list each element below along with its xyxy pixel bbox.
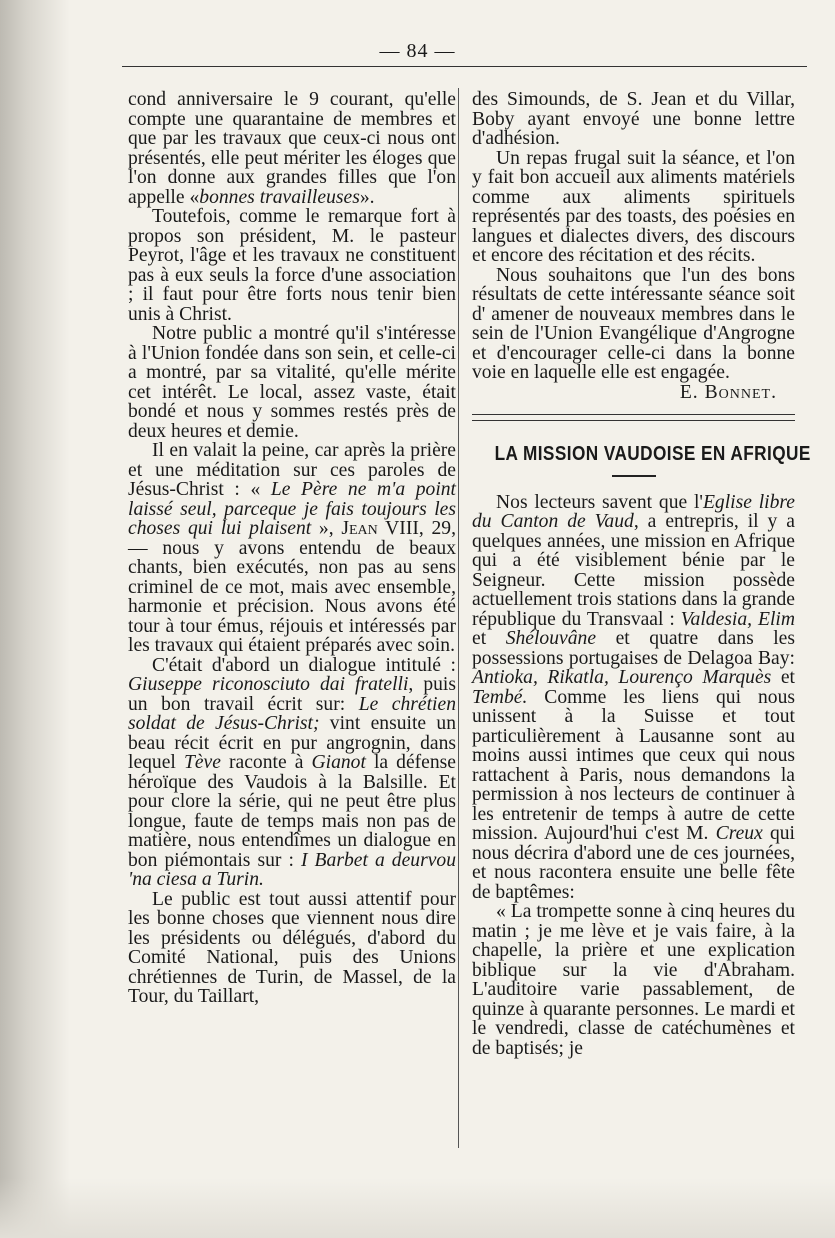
text-run: Nos lecteurs savent que l' [496, 491, 703, 513]
italic-text: Valdesia, Elim [680, 608, 795, 630]
paragraph: Nous souhaitons que l'un des bons résultats de cette intéressante séance soit d' amener de nouveaux membres dans le sein de l'Union Evangélique d'Angrogne et d'encourager celle-ci dans la bonne voie en laquelle elle est engagée. [472, 264, 795, 383]
bible-quote: Le Père ne m'a point laissé seul, parceque je fais toujours les choses qui lui plaisent [128, 479, 457, 539]
text-run: , puis un bon travail écrit sur: [128, 674, 456, 715]
italic-text: Giuseppe riconosciuto dai fratelli [128, 674, 409, 695]
bible-reference: Jean [341, 518, 378, 539]
italic-text: Eglise libre du Canton de Vaud [472, 491, 795, 532]
italic-text: Antioka, Rikatla, Lourenço Marquès [472, 667, 772, 688]
paragraph [128, 90, 456, 207]
page-scan-bottom-shadow [0, 1178, 835, 1238]
italic-text: Tève [183, 752, 221, 773]
italic-text: I Barbet a deurvou 'na ciesa a Turin. [128, 849, 456, 890]
paragraph: Notre public a montré qu'il s'intéresse à l'Union fondée dans son sein, et celle-ci a montré, par sa vitalité, qu'elle mérite cet intérêt. Le local, assez vaste, était bondé et nous y sommes restés près de deux heures et demie. [128, 323, 456, 442]
text-run: la défense héroïque des Vaudois à la Balsille. Et pour clore la série, qui ne peut être plus longue, faute de temps mais non pas de matière, nous entendîmes un dialogue en bon piémontais sur : [128, 752, 456, 871]
text-run: », [311, 518, 342, 539]
column-divider [458, 88, 459, 1148]
text-run: et [472, 628, 506, 649]
right-column [472, 89, 811, 1059]
italic-text: Creux [715, 823, 763, 844]
header-rule [122, 66, 807, 67]
paragraph: Toutefois, comme le remarque fort à propos son président, M. le pasteur Peyrot, l'âge et les travaux ne constituent pas à eux seuls la force d'une association ; il faut pour être forts nous tenir bien unis à Christ. [128, 206, 456, 325]
text-run: et quatre dans les possessions portugaises de Delagoa Bay: [472, 628, 796, 669]
text-run: Il en valait la peine, car après la prière et une méditation sur ces paroles de Jésus-Christ : « [128, 440, 456, 500]
italic-text: bonnes travailleuses [199, 186, 360, 208]
section-divider [472, 414, 795, 421]
page-number: — 84 — [379, 40, 456, 62]
text-run: raconte à [220, 752, 312, 773]
italic-text: Tembé. [472, 686, 528, 708]
text-run: vint ensuite un beau récit écrit en pur angrognin, dans lequel [128, 713, 456, 773]
paragraph [128, 656, 456, 890]
paragraph: des Simounds, de S. Jean et du Villar, Boby ayant envoyé une bonne lettre d'adhésion. [472, 89, 795, 149]
text-run: cond anniversaire le 9 courant, qu'elle compte une quarantaine de membres et que par les travaux que ceux-ci nous ont présentés, elle peut mériter les éloges que l'on donne aux grandes filles que l'on appelle « [128, 89, 456, 208]
text-run: et [771, 667, 795, 688]
left-column [128, 90, 456, 1007]
text-run: qui nous décrira d'abord une de ces journées, et nous racontera ensuite une belle fête de baptêmes: [472, 823, 795, 903]
text-run: , a entrepris, il y a quelques années, une mission en Afrique qui a été visiblement bénie par le Seigneur. Cette mission possède actuellement trois stations dans la grande république du Transvaal : [472, 511, 795, 630]
section-title: LA MISSION VAUDOISE EN AFRIQUE [494, 443, 811, 465]
text-run: VIII, 29, — nous y avons entendu de beaux chants, bien exécutés, non pas au sens criminel de ce mot, mais avec ensemble, harmonie et précision. Nous avons été tour à tour émus, réjouis et intéressés par les travaux qui étaient préparés avec soin. [128, 518, 457, 656]
signature: E. Bonnet. [679, 381, 777, 403]
text-run: Comme les liens qui nous unissent à la Suisse et tout particulièrement à Lausanne sont au moins aussi intimes que ceux qui nous rattachent à Paris, nous demandons la permission à nos lecteurs de continuer à les entretenir de temps à autre de cette mission. Aujourd'hui c'est M. [472, 686, 795, 844]
italic-text: Le chrétien soldat de Jésus-Christ; [128, 693, 456, 734]
paragraph: Un repas frugal suit la séance, et l'on y fait bon accueil aux aliments matériels comme aux aliments spirituels représentés par des toasts, des poésies en langues et dialectes divers, des discours et encore des récitation et des récits. [472, 147, 795, 266]
paragraph: « La trompette sonne à cinq heures du matin ; je me lève et je vais faire, à la chapelle, la prière et une explication biblique sur la vie d'Abraham. L'auditoire varie passablement, de quinze à quarante personnes. Le mardi et le vendredi, classe de catéchumènes et de baptisés; je [472, 901, 795, 1059]
text-run: ». [359, 186, 375, 208]
paragraph: Le public est tout aussi attentif pour les bonne choses que viennent nous dire les présidents ou délégués, d'abord du Comité National, puis des Unions chrétiennes de Turin, de Massel, de la Tour, du Taillart, [128, 888, 456, 1007]
title-rule [612, 475, 656, 477]
page-scan-shadow [0, 0, 70, 1238]
italic-text: Shélouvâne [505, 628, 597, 649]
italic-text: Gianot [311, 752, 366, 773]
paragraph [128, 441, 456, 656]
paragraph [472, 493, 795, 903]
text-run: C'était d'abord un dialogue intitulé : [152, 654, 456, 676]
